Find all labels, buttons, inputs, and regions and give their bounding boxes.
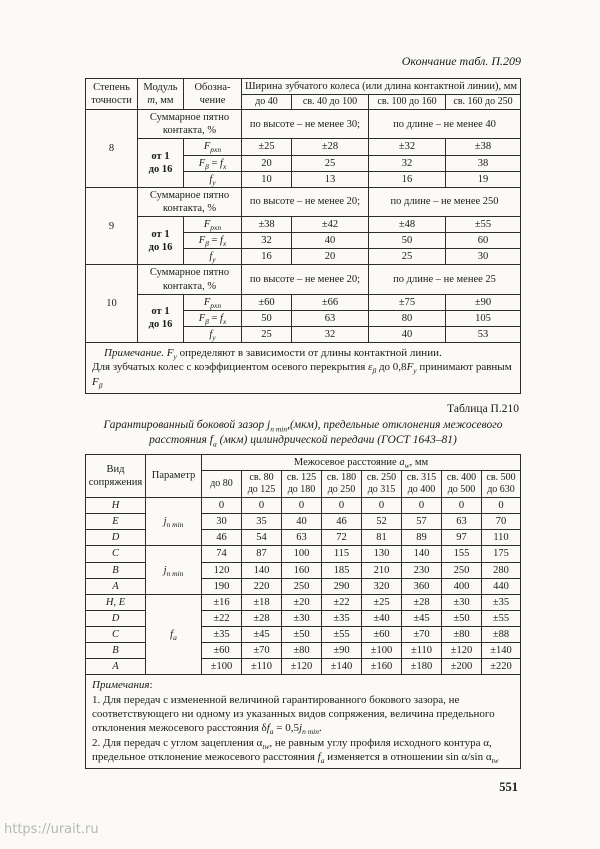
value-row [86, 294, 521, 310]
value-cell: 20 [292, 249, 369, 265]
value-cell: ±40 [362, 610, 402, 626]
contact-row [86, 110, 521, 139]
vid-cell: H [86, 498, 146, 514]
col-subheader: св. 100 до 160 [369, 95, 446, 110]
value-cell: ±28 [402, 594, 442, 610]
param-jnmin-cell: $j_{n min}$ [146, 498, 202, 546]
value-cell: ±25 [242, 139, 292, 155]
col-subheader: св. 160 до 250 [446, 95, 521, 110]
value-cell: ±38 [242, 217, 292, 233]
vid-cell: H, E [86, 594, 146, 610]
module-cell: от 1 до 16 [138, 139, 184, 187]
value-cell: ±28 [242, 610, 282, 626]
col-subheader: св. 125 до 180 [282, 471, 322, 498]
value-cell: 97 [442, 530, 482, 546]
col-subheader: до 80 [202, 471, 242, 498]
value-cell: ±60 [202, 643, 242, 659]
value-cell: 74 [202, 546, 242, 562]
vid-cell: B [86, 643, 146, 659]
value-cell: ±45 [242, 627, 282, 643]
col-header-aw: Межосевое расстояние $a_w$, мм [202, 454, 521, 470]
module-cell: от 1 до 16 [138, 217, 184, 265]
table-p210 [85, 454, 521, 769]
value-cell: ±35 [202, 627, 242, 643]
value-cell: 400 [442, 578, 482, 594]
watermark-url: https://urait.ru [4, 822, 99, 837]
vid-cell: B [86, 562, 146, 578]
symbol-cell: $F_\beta = f_x$ [184, 310, 242, 326]
value-cell: ±50 [282, 627, 322, 643]
contact-height: по высоте – не менее 20; [242, 265, 369, 294]
value-cell: ±28 [292, 139, 369, 155]
value-cell: ±30 [282, 610, 322, 626]
value-cell: 80 [369, 310, 446, 326]
col-subheader: св. 40 до 100 [292, 95, 369, 110]
value-cell: 35 [242, 514, 282, 530]
value-cell: 40 [282, 514, 322, 530]
value-cell: 13 [292, 171, 369, 187]
value-cell: ±20 [282, 594, 322, 610]
value-cell: 0 [282, 498, 322, 514]
symbol-cell: $F_{pxn}$ [184, 217, 242, 233]
value-cell: ±32 [369, 139, 446, 155]
value-cell: 0 [242, 498, 282, 514]
value-cell: 360 [402, 578, 442, 594]
contact-row [86, 265, 521, 294]
value-cell: ±80 [282, 643, 322, 659]
value-cell: 16 [369, 171, 446, 187]
value-cell: 140 [402, 546, 442, 562]
value-cell: 155 [442, 546, 482, 562]
module-cell: от 1 до 16 [138, 294, 184, 342]
value-cell: ±18 [242, 594, 282, 610]
contact-label: Суммарное пятно контакта, % [138, 110, 242, 139]
page-number: 551 [499, 780, 518, 794]
value-cell: 52 [362, 514, 402, 530]
table-note: Примечание. $F_y$ определяют в зависимости от длины контактной линии. Для зубчатых колес с коэффициентом осевого перекрытия $\varepsilon_\beta$ до $0,8F_y$ принимают равным $F_\beta$ [86, 343, 521, 394]
value-cell: ±22 [202, 610, 242, 626]
value-cell: ±60 [242, 294, 292, 310]
value-cell: 46 [322, 514, 362, 530]
value-cell: ±90 [322, 643, 362, 659]
value-cell: 20 [242, 155, 292, 171]
value-cell: 120 [202, 562, 242, 578]
value-cell: 110 [482, 530, 521, 546]
symbol-cell: $F_{pxn}$ [184, 139, 242, 155]
value-cell: ±50 [442, 610, 482, 626]
col-header-width: Ширина зубчатого колеса (или длина контактной линии), мм [242, 79, 521, 95]
value-cell: ±30 [442, 594, 482, 610]
table-notes: Примечания: 1. Для передач с измененной величиной гарантированного бокового зазора, не соответствующего ни одному из указанных видов сопряжения, величина предельного отклонения межосевого расстояния $\delta f_a = 0,5j_{n min}$. 2. Для передач с углом зацепления $\alpha_{tw}$, не равным углу профиля исходного контура α, предельное отклонение межосевого расстояния $f_a$ изменяется в отношении sin α/sin $\alpha_{tw}$ [86, 675, 521, 769]
value-cell: 190 [202, 578, 242, 594]
value-cell: ±16 [202, 594, 242, 610]
value-cell: 30 [446, 249, 521, 265]
value-cell: ±38 [446, 139, 521, 155]
value-cell: 30 [202, 514, 242, 530]
header-row [86, 454, 521, 470]
value-cell: ±110 [242, 659, 282, 675]
value-cell: ±80 [442, 627, 482, 643]
value-cell: ±48 [369, 217, 446, 233]
value-cell: ±90 [446, 294, 521, 310]
value-cell: 0 [202, 498, 242, 514]
contact-height: по высоте – не менее 30; [242, 110, 369, 139]
value-cell: 100 [282, 546, 322, 562]
value-cell: 16 [242, 249, 292, 265]
col-header-vid: Вид сопряжения [86, 454, 146, 497]
value-row [86, 139, 521, 155]
value-cell: 250 [442, 562, 482, 578]
symbol-cell: $F_\beta = f_x$ [184, 155, 242, 171]
value-cell: 54 [242, 530, 282, 546]
value-cell: 87 [242, 546, 282, 562]
value-cell: ±55 [482, 610, 521, 626]
value-cell: 115 [322, 546, 362, 562]
table-row [86, 546, 521, 562]
vid-cell: A [86, 578, 146, 594]
value-cell: 10 [242, 171, 292, 187]
value-cell: ±100 [362, 643, 402, 659]
degree-cell: 10 [86, 265, 138, 343]
value-cell: 40 [292, 233, 369, 249]
value-cell: ±70 [242, 643, 282, 659]
value-cell: 53 [446, 326, 521, 342]
col-subheader: св. 400 до 500 [442, 471, 482, 498]
value-cell: 185 [322, 562, 362, 578]
value-cell: 63 [442, 514, 482, 530]
value-cell: 19 [446, 171, 521, 187]
value-cell: 25 [242, 326, 292, 342]
value-cell: 38 [446, 155, 521, 171]
value-cell: ±140 [482, 643, 521, 659]
value-cell: 25 [369, 249, 446, 265]
value-cell: ±220 [482, 659, 521, 675]
value-cell: ±120 [282, 659, 322, 675]
vid-cell: D [86, 610, 146, 626]
value-cell: 320 [362, 578, 402, 594]
value-cell: ±120 [442, 643, 482, 659]
table-p210-title: Гарантированный боковой зазор $j_{n min},(мкм)$, предельные отклонения межосевого расстояния $f_a$ (мкм) цилиндрической передачи (ГОСТ 1643–81) [103, 418, 503, 449]
value-cell: ±55 [446, 217, 521, 233]
vid-cell: D [86, 530, 146, 546]
value-cell: 46 [202, 530, 242, 546]
table-row [86, 594, 521, 610]
value-cell: 50 [242, 310, 292, 326]
col-subheader: св. 315 до 400 [402, 471, 442, 498]
page-content [85, 54, 521, 769]
value-cell: 0 [362, 498, 402, 514]
value-cell: 230 [402, 562, 442, 578]
value-cell: 25 [292, 155, 369, 171]
vid-cell: A [86, 659, 146, 675]
value-cell: 0 [402, 498, 442, 514]
table-p210-caption: Таблица П.210 [447, 402, 519, 415]
col-subheader: св. 250 до 315 [362, 471, 402, 498]
value-cell: 105 [446, 310, 521, 326]
table-row [86, 498, 521, 514]
col-header-param: Параметр [146, 454, 202, 497]
value-cell: 220 [242, 578, 282, 594]
degree-cell: 9 [86, 187, 138, 265]
notes-row [86, 675, 521, 769]
value-cell: 175 [482, 546, 521, 562]
value-cell: 440 [482, 578, 521, 594]
value-cell: ±35 [482, 594, 521, 610]
contact-label: Суммарное пятно контакта, % [138, 187, 242, 216]
value-cell: ±200 [442, 659, 482, 675]
value-cell: 70 [482, 514, 521, 530]
value-cell: ±25 [362, 594, 402, 610]
value-cell: 89 [402, 530, 442, 546]
symbol-cell: $F_{pxn}$ [184, 294, 242, 310]
param-fa-cell: $f_a$ [146, 594, 202, 675]
value-cell: 280 [482, 562, 521, 578]
value-cell: 250 [282, 578, 322, 594]
contact-length: по длине – не менее 40 [369, 110, 521, 139]
value-cell: 210 [362, 562, 402, 578]
value-cell: 160 [282, 562, 322, 578]
table-p209 [85, 78, 521, 394]
value-cell: 40 [369, 326, 446, 342]
header-row [86, 79, 521, 95]
value-cell: 0 [442, 498, 482, 514]
value-cell: ±100 [202, 659, 242, 675]
value-cell: ±180 [402, 659, 442, 675]
contact-length: по длине – не менее 250 [369, 187, 521, 216]
contact-height: по высоте – не менее 20; [242, 187, 369, 216]
value-cell: ±45 [402, 610, 442, 626]
symbol-cell: $F_\beta = f_x$ [184, 233, 242, 249]
degree-cell: 8 [86, 110, 138, 188]
value-cell: 130 [362, 546, 402, 562]
value-cell: ±70 [402, 627, 442, 643]
col-header-degree: Степень точности [86, 79, 138, 110]
value-cell: 57 [402, 514, 442, 530]
value-cell: ±88 [482, 627, 521, 643]
note-row [86, 343, 521, 394]
value-cell: ±75 [369, 294, 446, 310]
col-subheader: св. 500 до 630 [482, 471, 521, 498]
table-continuation-note: Окончание табл. П.209 [401, 54, 521, 68]
symbol-cell: $f_y$ [184, 326, 242, 342]
value-cell: ±55 [322, 627, 362, 643]
col-subheader: св. 80 до 125 [242, 471, 282, 498]
value-cell: 140 [242, 562, 282, 578]
value-cell: 0 [322, 498, 362, 514]
value-cell: ±110 [402, 643, 442, 659]
value-cell: 63 [282, 530, 322, 546]
symbol-cell: $f_y$ [184, 249, 242, 265]
value-cell: 60 [446, 233, 521, 249]
value-cell: ±35 [322, 610, 362, 626]
value-cell: 0 [482, 498, 521, 514]
col-header-symbol: Обозна- чение [184, 79, 242, 110]
symbol-cell: $f_y$ [184, 171, 242, 187]
value-cell: ±160 [362, 659, 402, 675]
param-jnmin-cell: $j_{n min}$ [146, 546, 202, 594]
value-cell: 81 [362, 530, 402, 546]
contact-row [86, 187, 521, 216]
contact-length: по длине – не менее 25 [369, 265, 521, 294]
value-cell: 32 [369, 155, 446, 171]
value-cell: 72 [322, 530, 362, 546]
col-subheader: до 40 [242, 95, 292, 110]
value-cell: 32 [292, 326, 369, 342]
value-cell: ±66 [292, 294, 369, 310]
value-row [86, 217, 521, 233]
value-cell: ±140 [322, 659, 362, 675]
col-subheader: св. 180 до 250 [322, 471, 362, 498]
value-cell: 63 [292, 310, 369, 326]
contact-label: Суммарное пятно контакта, % [138, 265, 242, 294]
value-cell: ±42 [292, 217, 369, 233]
value-cell: ±60 [362, 627, 402, 643]
vid-cell: C [86, 546, 146, 562]
value-cell: 50 [369, 233, 446, 249]
vid-cell: C [86, 627, 146, 643]
col-header-module: Модуль m, мм [138, 79, 184, 110]
value-cell: 290 [322, 578, 362, 594]
vid-cell: E [86, 514, 146, 530]
value-cell: 32 [242, 233, 292, 249]
value-cell: ±22 [322, 594, 362, 610]
